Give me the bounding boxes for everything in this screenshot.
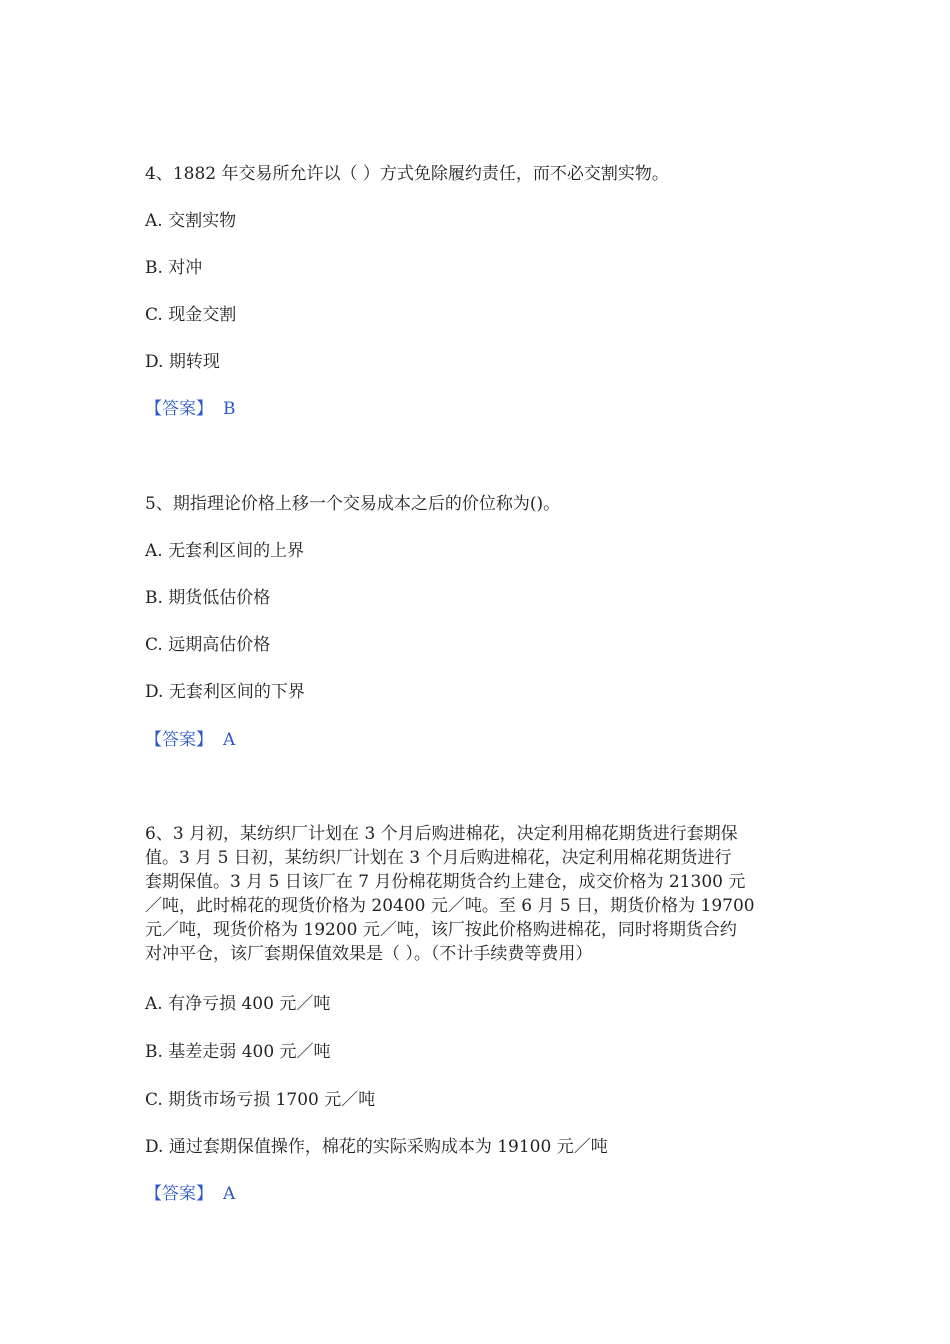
question-6-answer	[145, 1182, 235, 1206]
answer-label: 【答案】	[145, 730, 213, 750]
question-5-answer	[145, 728, 235, 752]
question-6-stem-line: 套期保值。3 月 5 日该厂在 7 月份棉花期货合约上建仓，成交价格为 21300 元	[145, 872, 746, 892]
question-6-stem-line: ／吨，此时棉花的现货价格为 20400 元／吨。至 6 月 5 日，期货价格为 19700	[145, 896, 755, 916]
question-6-option-d: D. 通过套期保值操作，棉花的实际采购成本为 19100 元／吨	[145, 1137, 608, 1157]
question-6-stem	[145, 822, 805, 966]
question-5-option-c: C. 远期高估价格	[145, 635, 271, 655]
answer-value: A	[223, 1184, 236, 1204]
question-6-stem-line: 对冲平仓，该厂套期保值效果是（ ）。（不计手续费等费用）	[145, 944, 593, 964]
question-5-stem: 5、期指理论价格上移一个交易成本之后的价位称为()。	[145, 494, 561, 514]
answer-value: A	[223, 730, 236, 750]
question-5-option-a: A. 无套利区间的上界	[145, 541, 305, 561]
question-4-stem: 4、1882 年交易所允许以（ ）方式免除履约责任，而不必交割实物。	[145, 164, 669, 184]
question-4-answer	[145, 397, 236, 421]
question-6-option-b: B. 基差走弱 400 元／吨	[145, 1042, 331, 1062]
question-5-option-d: D. 无套利区间的下界	[145, 682, 305, 702]
question-4-option-d: D. 期转现	[145, 352, 220, 372]
answer-label: 【答案】	[145, 399, 213, 419]
question-6-stem-line: 元／吨，现货价格为 19200 元／吨，该厂按此价格购进棉花，同时将期货合约	[145, 920, 737, 940]
question-4-option-c: C. 现金交割	[145, 305, 237, 325]
question-4-option-b: B. 对冲	[145, 258, 203, 278]
question-4-option-a: A. 交割实物	[145, 211, 237, 231]
question-6-stem-line: 值。3 月 5 日初，某纺织厂计划在 3 个月后购进棉花，决定利用棉花期货进行	[145, 848, 732, 868]
question-6-option-a: A. 有净亏损 400 元／吨	[145, 994, 331, 1014]
question-6-stem-line: 6、3 月初，某纺织厂计划在 3 个月后购进棉花，决定利用棉花期货进行套期保	[145, 824, 738, 844]
answer-value: B	[223, 399, 236, 419]
answer-label: 【答案】	[145, 1184, 213, 1204]
question-6-option-c: C. 期货市场亏损 1700 元／吨	[145, 1090, 376, 1110]
question-5-option-b: B. 期货低估价格	[145, 588, 271, 608]
